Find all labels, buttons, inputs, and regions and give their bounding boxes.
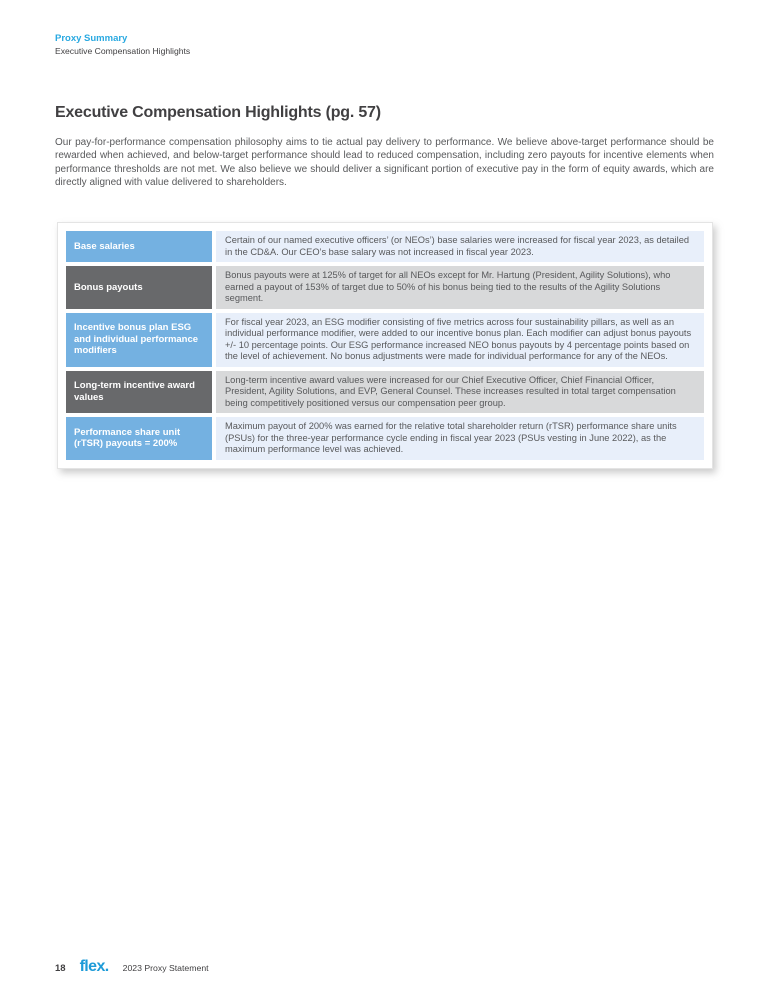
flex-logo-dot: .: [104, 958, 109, 975]
row-text: [216, 231, 704, 262]
highlights-table: [57, 222, 713, 469]
page-footer: [55, 958, 209, 976]
page-title: Executive Compensation Highlights (pg. 57): [55, 104, 381, 121]
row-label: Bonus payouts: [66, 266, 212, 309]
highlight-row-incentive-bonus-plan: [66, 313, 704, 367]
highlight-row-base-salaries: [66, 231, 704, 262]
page-number: 18: [55, 963, 66, 974]
row-text: [216, 313, 704, 367]
highlight-row-bonus-payouts: [66, 266, 704, 309]
row-label: Long-term incentive award values: [66, 371, 212, 414]
row-label: Incentive bonus plan ESG and individual performance modifiers: [66, 313, 212, 367]
running-header: [55, 33, 190, 57]
section-eyebrow: Proxy Summary: [55, 33, 128, 44]
footer-statement: 2023 Proxy Statement: [122, 963, 209, 973]
row-text: [216, 266, 704, 309]
row-text: [216, 417, 704, 460]
row-text-content: Bonus payouts were at 125% of target for all NEOs except for Mr. Hartung (President, Agility Solutions), who earned a payout of 153% of target due to 50% of his bonus being tied to the results of the Agility Solutions segment.: [225, 270, 671, 303]
row-text-content: Long-term incentive award values were increased for our Chief Executive Officer, Chief Financial Officer, President, Agility Solutions, and EVP, General Counsel. These increases resulted in total target compensation being competitively positioned versus our compensation peer group.: [225, 374, 676, 408]
intro-paragraph: Our pay-for-performance compensation philosophy aims to tie actual pay delivery to performance. We believe above-target performance should be rewarded when achieved, and below-target performance should lead to reduced compensation, including zero payouts for incentive elements when performance thresholds are not met. We also believe we should deliver a significant portion of executive pay in the form of equity awards, which are directly aligned with value delivered to shareholders.: [55, 137, 714, 188]
row-label: Performance share unit (rTSR) payouts = 200%: [66, 417, 212, 460]
flex-logo: [80, 958, 109, 976]
breadcrumb: Executive Compensation Highlights: [55, 46, 191, 56]
highlight-row-performance-share-unit: [66, 417, 704, 460]
row-text-content: Certain of our named executive officers’ (or NEOs’) base salaries were increased for fiscal year 2023, as detailed in the CD&A. Our CEO’s base salary was not increased in fiscal year 2023.: [225, 235, 690, 257]
highlight-row-long-term-incentive: [66, 371, 704, 414]
flex-logo-text: flex: [79, 958, 105, 975]
row-text: [216, 371, 704, 414]
row-text-content: For fiscal year 2023, an ESG modifier consisting of five metrics across four sustainability pillars, as well as an individual performance modifier, were added to our incentive bonus plan. Each modifier can adjust bonus payouts +/- 10 percentage points. Our ESG performance increased NEO bonus payouts by 4 percentage points based on the level of achievement. No bonus adjustments were made for individual performance for any of the NEOs.: [225, 316, 692, 361]
row-label: Base salaries: [66, 231, 212, 262]
row-text-content: Maximum payout of 200% was earned for the relative total shareholder return (rTSR) performance share units (PSUs) for the three-year performance cycle ending in fiscal year 2023 (PSUs vesting in June 2022), as the maximum performance level was achieved.: [225, 421, 677, 454]
